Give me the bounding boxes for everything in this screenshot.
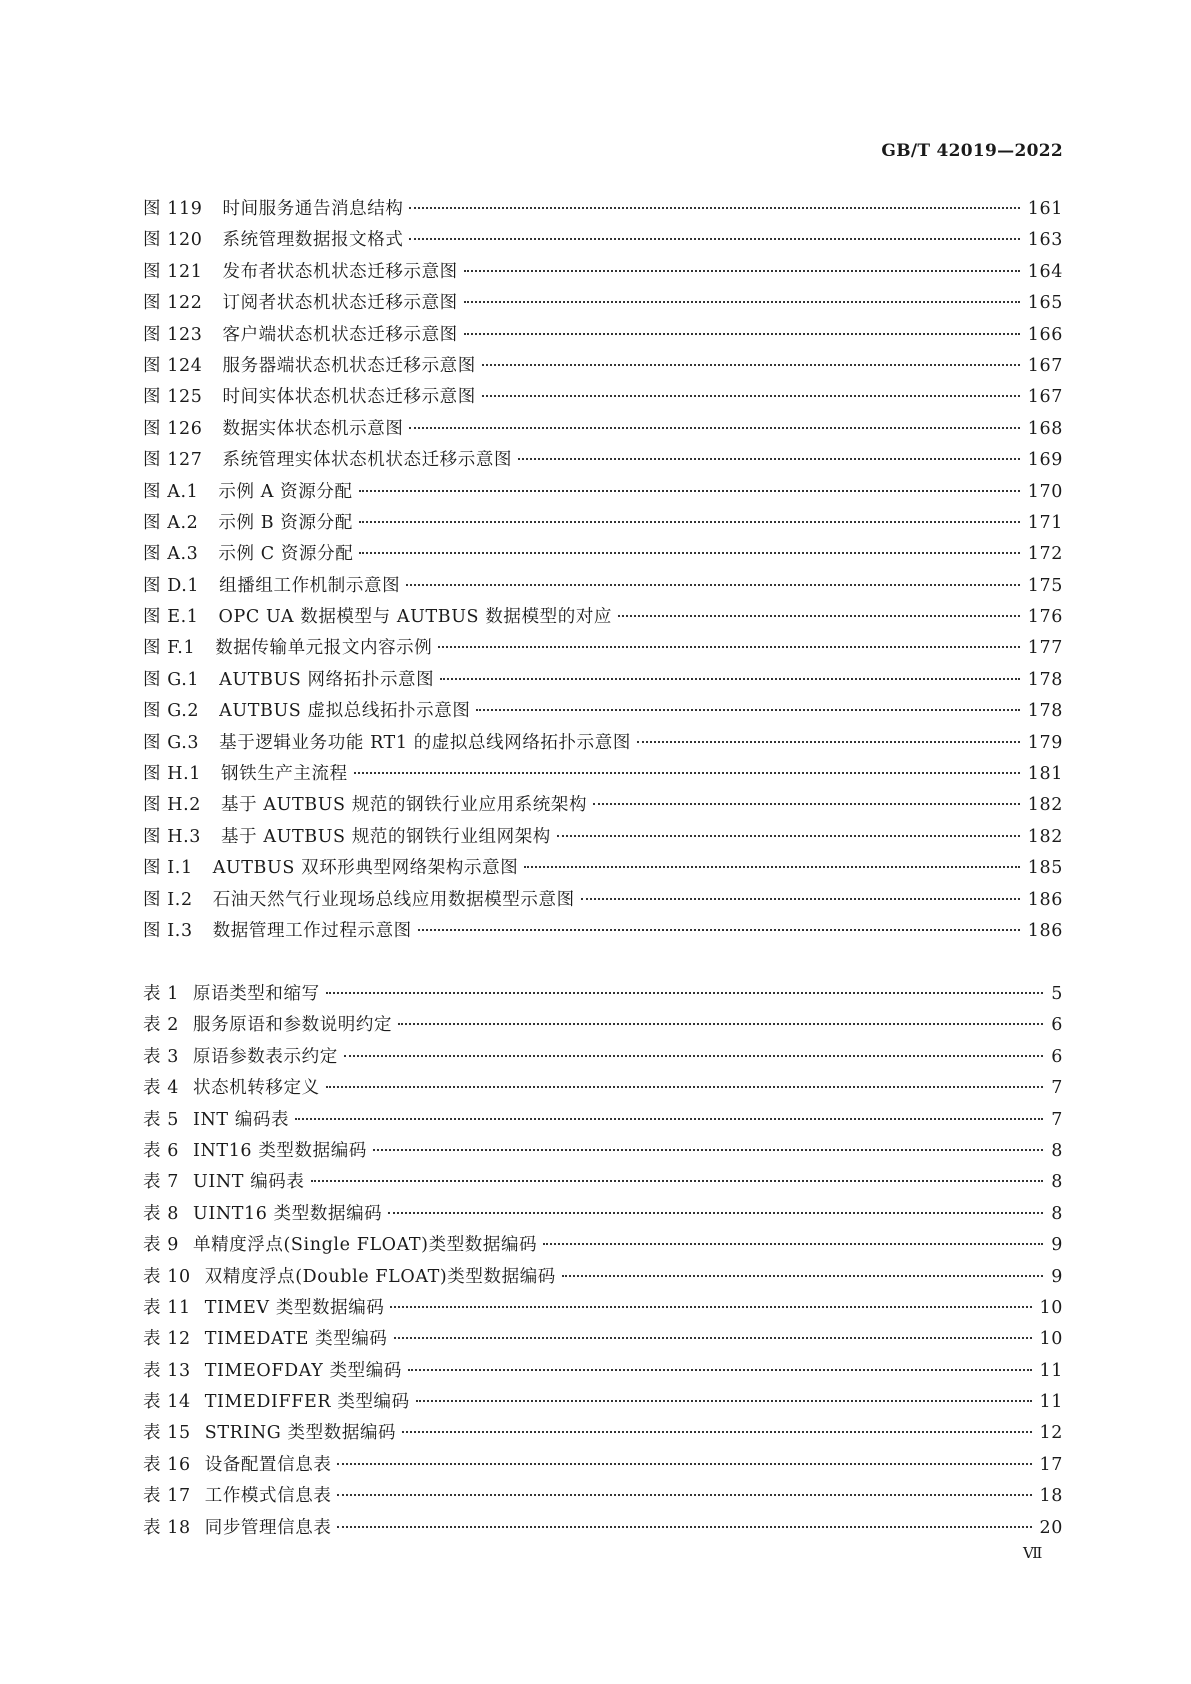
dot-leader [518,458,1020,460]
dot-leader [337,1526,1031,1528]
entry-page-number: 11 [1039,1392,1063,1413]
entry-label: 图 A.2 [143,512,199,533]
dot-leader [337,1494,1031,1496]
table-entry[interactable] [143,1388,1063,1419]
dot-leader [388,1212,1043,1214]
entry-title: UINT 编码表 [193,1172,305,1193]
entry-label: 表 7 [143,1172,179,1193]
entry-label: 表 14 [143,1392,191,1413]
entry-label: 表 4 [143,1078,179,1099]
entry-label: 图 127 [143,450,203,471]
entry-title: 订阅者状态机状态迁移示意图 [222,293,458,314]
entry-title: 石油天然气行业现场总线应用数据模型示意图 [212,889,575,910]
dot-leader [557,835,1020,837]
entry-title: AUTBUS 双环形典型网络架构示意图 [212,858,519,879]
entry-label: 图 H.3 [143,826,202,847]
entry-page-number: 181 [1027,764,1063,785]
entry-title: 数据管理工作过程示意图 [212,920,412,941]
figure-entry[interactable] [143,729,1063,760]
dot-leader [482,395,1020,397]
entry-label: 表 8 [143,1203,179,1224]
entry-label: 图 F.1 [143,638,196,659]
dot-leader [390,1306,1031,1308]
entry-title: 基于 AUTBUS 规范的钢铁行业应用系统架构 [221,795,588,816]
entry-page-number: 166 [1027,324,1063,345]
entry-title: 数据传输单元报文内容示例 [215,638,433,659]
entry-label: 表 17 [143,1486,191,1507]
table-entry[interactable] [143,1074,1063,1105]
entry-title: 系统管理数据报文格式 [222,230,404,251]
dot-leader [311,1180,1044,1182]
entry-title: TIMEDIFFER 类型编码 [204,1392,410,1413]
entry-title: 服务原语和参数说明约定 [193,1015,393,1036]
entry-title: 原语类型和缩写 [193,984,320,1004]
entry-page-number: 7 [1051,1109,1063,1130]
entry-page-number: 182 [1027,795,1063,816]
entry-label: 图 I.2 [143,889,193,910]
dot-leader [344,1055,1043,1057]
dot-leader [359,490,1020,492]
entry-page-number: 165 [1027,293,1063,314]
dot-leader [464,270,1020,272]
dot-leader [464,333,1020,335]
dot-leader [618,615,1020,617]
dot-leader [409,427,1019,429]
entry-label: 表 13 [143,1360,191,1381]
entry-label: 图 D.1 [143,575,200,596]
entry-label: 表 11 [143,1297,191,1318]
entry-label: 图 122 [143,293,203,314]
figure-entry[interactable] [143,697,1063,728]
table-entry[interactable] [143,1419,1063,1450]
figure-entry[interactable] [143,226,1063,257]
figure-entry[interactable] [143,540,1063,571]
dot-leader [408,1369,1032,1371]
dot-leader [398,1023,1043,1025]
table-entry[interactable] [143,1168,1063,1199]
entry-page-number: 8 [1051,1203,1063,1224]
entry-page-number: 176 [1027,607,1063,628]
dot-leader [402,1431,1031,1433]
entry-label: 表 15 [143,1423,191,1444]
figure-entry[interactable] [143,383,1063,414]
page-folio: Ⅶ [1023,1544,1043,1562]
entry-title: OPC UA 数据模型与 AUTBUS 数据模型的对应 [218,607,613,628]
entry-label: 图 H.2 [143,795,202,816]
entry-label: 表 2 [143,1015,179,1036]
figure-entry[interactable] [143,258,1063,289]
dot-leader [562,1275,1043,1277]
table-entry[interactable] [143,1482,1063,1513]
dot-leader [637,741,1020,743]
entry-title: 状态机转移定义 [193,1078,320,1099]
entry-label: 图 E.1 [143,607,199,628]
dot-leader [406,584,1020,586]
figure-entry[interactable] [143,634,1063,665]
entry-page-number: 171 [1027,512,1063,533]
entry-label: 图 A.3 [143,544,199,565]
entry-title: 数据实体状态机示意图 [222,418,404,439]
entry-title: 基于 AUTBUS 规范的钢铁行业组网架构 [221,826,551,847]
figure-entry[interactable] [143,509,1063,540]
entry-label: 表 10 [143,1266,191,1287]
figure-entry[interactable] [143,321,1063,352]
dot-leader [581,898,1020,900]
entry-title: 示例 B 资源分配 [218,512,353,533]
dot-leader [326,1086,1044,1088]
entry-label: 表 1 [143,984,179,1004]
entry-page-number: 186 [1027,920,1063,941]
entry-title: INT16 类型数据编码 [193,1140,367,1161]
dot-leader [295,1118,1043,1120]
entry-title: 双精度浮点(Double FLOAT)类型数据编码 [204,1266,556,1287]
entry-title: 发布者状态机状态迁移示意图 [222,261,458,282]
figure-entry[interactable] [143,666,1063,697]
entry-title: TIMEOFDAY 类型编码 [204,1360,402,1381]
table-entry[interactable] [143,1106,1063,1137]
figure-entry[interactable] [143,415,1063,446]
table-entry[interactable] [143,1294,1063,1325]
entry-title: STRING 类型数据编码 [204,1423,397,1444]
entry-title: 示例 A 资源分配 [218,481,353,502]
entry-label: 表 5 [143,1109,179,1130]
entry-label: 表 12 [143,1329,191,1350]
entry-label: 表 18 [143,1517,191,1538]
entry-page-number: 8 [1051,1172,1063,1193]
dot-leader [464,301,1020,303]
entry-title: 单精度浮点(Single FLOAT)类型数据编码 [193,1235,538,1256]
entry-page-number: 8 [1051,1140,1063,1161]
entry-title: 工作模式信息表 [204,1486,332,1507]
entry-label: 图 123 [143,324,203,345]
entry-label: 图 H.1 [143,764,202,785]
entry-page-number: 178 [1027,669,1063,690]
dot-leader [438,646,1019,648]
entry-title: TIMEV 类型数据编码 [204,1297,385,1318]
entry-title: 原语参数表示约定 [193,1046,338,1067]
figure-entry[interactable] [143,791,1063,822]
dot-leader [409,238,1019,240]
figure-entry[interactable] [143,760,1063,791]
figure-entry[interactable] [143,446,1063,477]
entry-label: 图 G.2 [143,701,200,722]
dot-leader [416,1400,1032,1402]
entry-label: 表 6 [143,1140,179,1161]
entry-title: 服务器端状态机状态迁移示意图 [222,355,476,376]
figure-entry[interactable] [143,289,1063,320]
figure-entry[interactable] [143,478,1063,509]
entry-page-number: 179 [1027,732,1063,753]
figure-entry[interactable] [143,823,1063,854]
entry-title: 基于逻辑业务功能 RT1 的虚拟总线网络拓扑示意图 [219,732,631,753]
entry-page-number: 20 [1039,1517,1063,1538]
dot-leader [418,929,1020,931]
entry-page-number: 10 [1039,1297,1063,1318]
entry-title: 同步管理信息表 [204,1517,332,1538]
table-entry[interactable] [143,1357,1063,1388]
figure-entry[interactable] [143,572,1063,603]
table-entry[interactable] [143,1011,1063,1042]
table-entry[interactable] [143,1231,1063,1262]
figure-entry[interactable] [143,917,1063,948]
entry-label: 图 I.3 [143,920,193,941]
entry-page-number: 170 [1027,481,1063,502]
dot-leader [394,1337,1032,1339]
entry-label: 图 I.1 [143,858,193,879]
entry-title: UINT16 类型数据编码 [193,1203,383,1224]
figure-list [143,195,1063,948]
entry-page-number: 6 [1051,1015,1063,1036]
entry-page-number: 168 [1027,418,1063,439]
entry-page-number: 12 [1039,1423,1063,1444]
figure-entry[interactable] [143,195,1063,226]
entry-page-number: 186 [1027,889,1063,910]
entry-page-number: 5 [1051,984,1063,1004]
entry-page-number: 169 [1027,450,1063,471]
table-list [143,980,1063,1545]
entry-page-number: 9 [1051,1235,1063,1256]
entry-title: 客户端状态机状态迁移示意图 [222,324,458,345]
entry-title: 示例 C 资源分配 [218,544,354,565]
entry-label: 图 119 [143,199,203,219]
table-entry[interactable] [143,1514,1063,1545]
entry-page-number: 10 [1039,1329,1063,1350]
entry-page-number: 163 [1027,230,1063,251]
entry-page-number: 6 [1051,1046,1063,1067]
entry-label: 图 G.1 [143,669,200,690]
entry-label: 图 121 [143,261,203,282]
entry-label: 表 9 [143,1235,179,1256]
dot-leader [543,1243,1043,1245]
entry-title: AUTBUS 虚拟总线拓扑示意图 [219,701,471,722]
entry-title: 设备配置信息表 [204,1454,332,1475]
entry-label: 图 A.1 [143,481,199,502]
entry-title: INT 编码表 [193,1109,290,1130]
entry-page-number: 11 [1039,1360,1063,1381]
standard-code: GB/T 42019—2022 [881,141,1063,161]
dot-leader [326,992,1044,994]
figure-entry[interactable] [143,886,1063,917]
entry-page-number: 161 [1027,199,1063,219]
entry-page-number: 7 [1051,1078,1063,1099]
entry-title: 系统管理实体状态机状态迁移示意图 [222,450,513,471]
dot-leader [476,709,1019,711]
entry-title: 钢铁生产主流程 [221,764,348,785]
table-entry[interactable] [143,1043,1063,1074]
entry-label: 图 124 [143,355,203,376]
entry-page-number: 9 [1051,1266,1063,1287]
dot-leader [354,772,1020,774]
entry-page-number: 177 [1027,638,1063,659]
dot-leader [359,521,1020,523]
entry-page-number: 175 [1027,575,1063,596]
table-entry[interactable] [143,1451,1063,1482]
dot-leader [409,207,1019,209]
table-entry[interactable] [143,1137,1063,1168]
entry-page-number: 172 [1027,544,1063,565]
entry-title: 时间实体状态机状态迁移示意图 [222,387,476,408]
entry-label: 图 125 [143,387,203,408]
dot-leader [593,803,1020,805]
table-entry[interactable] [143,1200,1063,1231]
entry-title: AUTBUS 网络拓扑示意图 [219,669,435,690]
entry-page-number: 17 [1039,1454,1063,1475]
dot-leader [337,1463,1031,1465]
dot-leader [482,364,1020,366]
entry-title: 组播组工作机制示意图 [219,575,401,596]
dot-leader [373,1149,1043,1151]
entry-page-number: 167 [1027,355,1063,376]
entry-page-number: 185 [1027,858,1063,879]
entry-title: 时间服务通告消息结构 [222,199,404,219]
figure-entry[interactable] [143,352,1063,383]
table-entry[interactable] [143,1263,1063,1294]
dot-leader [359,552,1019,554]
entry-page-number: 182 [1027,826,1063,847]
entry-page-number: 164 [1027,261,1063,282]
entry-label: 表 16 [143,1454,191,1475]
entry-page-number: 167 [1027,387,1063,408]
table-entry[interactable] [143,980,1063,1011]
entry-label: 图 126 [143,418,203,439]
dot-leader [440,678,1020,680]
entry-label: 图 G.3 [143,732,200,753]
dot-leader [524,866,1019,868]
entry-label: 表 3 [143,1046,179,1067]
figure-entry[interactable] [143,603,1063,634]
figure-entry[interactable] [143,854,1063,885]
table-entry[interactable] [143,1325,1063,1356]
entry-page-number: 18 [1039,1486,1063,1507]
entry-title: TIMEDATE 类型编码 [204,1329,388,1350]
entry-page-number: 178 [1027,701,1063,722]
entry-label: 图 120 [143,230,203,251]
